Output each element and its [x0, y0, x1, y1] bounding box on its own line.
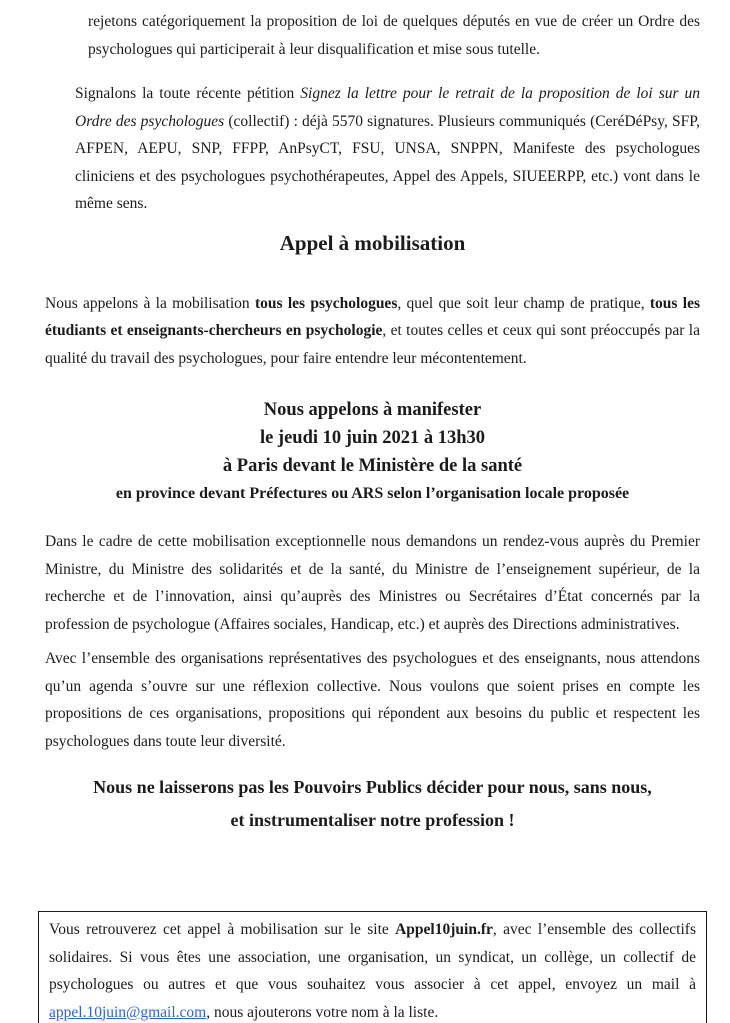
text-segment: (collectif) : déjà 5570 signatures. Plusieurs communiqués (CeréDéPsy, SFP, AFPEN, AEPU, SNP, FFPP, AnPsyCT, FSU, UNSA, SNPPN, Manifeste des psychologues cliniciens et des psychologues psychothérapeutes, Appel des Appels, SIUEERPP, etc.) vont dans le même sens.	[75, 112, 700, 212]
demonstration-announcement	[45, 396, 700, 508]
text-segment: Signez la lettre pour le retrait de la proposition de loi sur un Ordre des psychologues	[75, 85, 700, 130]
text-segment: , quel que soit leur champ de pratique,	[397, 294, 650, 312]
demo-line-place: à Paris devant le Ministère de la santé	[222, 456, 523, 476]
demo-line-province: en province devant Préfectures ou ARS selon l’organisation locale proposée	[115, 485, 630, 502]
statement-line-2: et instrumentaliser notre profession !	[230, 810, 515, 830]
demo-line-call: Nous appelons à manifester	[263, 400, 482, 420]
text-segment: Vous retrouverez cet appel à mobilisation sur le site	[49, 921, 396, 938]
text-segment: , et toutes celles et ceux qui sont préoccupés par la qualité du travail des psychologues, pour faire entendre leur mécontentement.	[45, 322, 700, 367]
text-segment: rejetons catégoriquement la proposition de loi de quelques députés en vue de créer un Ordre des psychologues qui participerait à leur disqualification et mise sous tutelle.	[88, 13, 700, 58]
statement-line-1: Nous ne laisserons pas les Pouvoirs Publics décider pour nous, sans nous,	[93, 777, 652, 797]
text-segment: Appel10juin.fr	[395, 921, 493, 938]
closing-statement	[45, 771, 700, 837]
email-link[interactable]: appel.10juin@gmail.com	[49, 1003, 207, 1021]
section-heading-appel-mobilisation: Appel à mobilisation	[279, 230, 466, 255]
paragraph-agenda-collectif	[45, 645, 700, 755]
text-segment: tous les psychologues	[254, 294, 398, 312]
paragraph-appel-mobilisation	[45, 290, 700, 373]
paragraph-petition	[75, 80, 700, 218]
paragraph-rejet-ordre	[88, 8, 700, 63]
text-segment: Nous appelons à la mobilisation	[45, 294, 255, 312]
text-segment: , avec l’ensemble des collectifs solidaires. Si vous êtes une association, une organisation, un syndicat, un collège, un collectif de psychologues ou autres et que vous souhaitez vous associer à cet appel, envoyez un mail à	[49, 921, 696, 993]
text-segment: , nous ajouterons votre nom à la liste.	[206, 1003, 439, 1021]
paragraph-demandes-rendez-vous	[45, 528, 700, 638]
demo-line-date: le jeudi 10 juin 2021 à 13h30	[259, 428, 486, 448]
text-segment: Dans le cadre de cette mobilisation exceptionnelle nous demandons un rendez-vous auprès du Premier Ministre, du Ministre des solidarités et de la santé, du Ministre de l’enseignement supérieur, de la recherche et de l’innovation, ainsi qu’auprès des Ministres ou Secrétaires d’État concernés par la profession de psychologue (Affaires sociales, Handicap, etc.) et auprès des Directions administratives.	[45, 533, 700, 633]
text-segment: Signalons la toute récente pétition	[75, 85, 301, 102]
text-segment: Avec l’ensemble des organisations représentatives des psychologues et des enseignants, nous attendons qu’un agenda s’ouvre sur une réflexion collective. Nous voulons que soient prises en compte les propositions de ces organisations, propositions qui répondent aux besoins du public et respectent les psychologues dans toute leur diversité.	[45, 650, 700, 750]
text-segment: tous les étudiants et enseignants-chercheurs en psychologie	[45, 294, 700, 339]
contact-info-box	[38, 911, 707, 1023]
